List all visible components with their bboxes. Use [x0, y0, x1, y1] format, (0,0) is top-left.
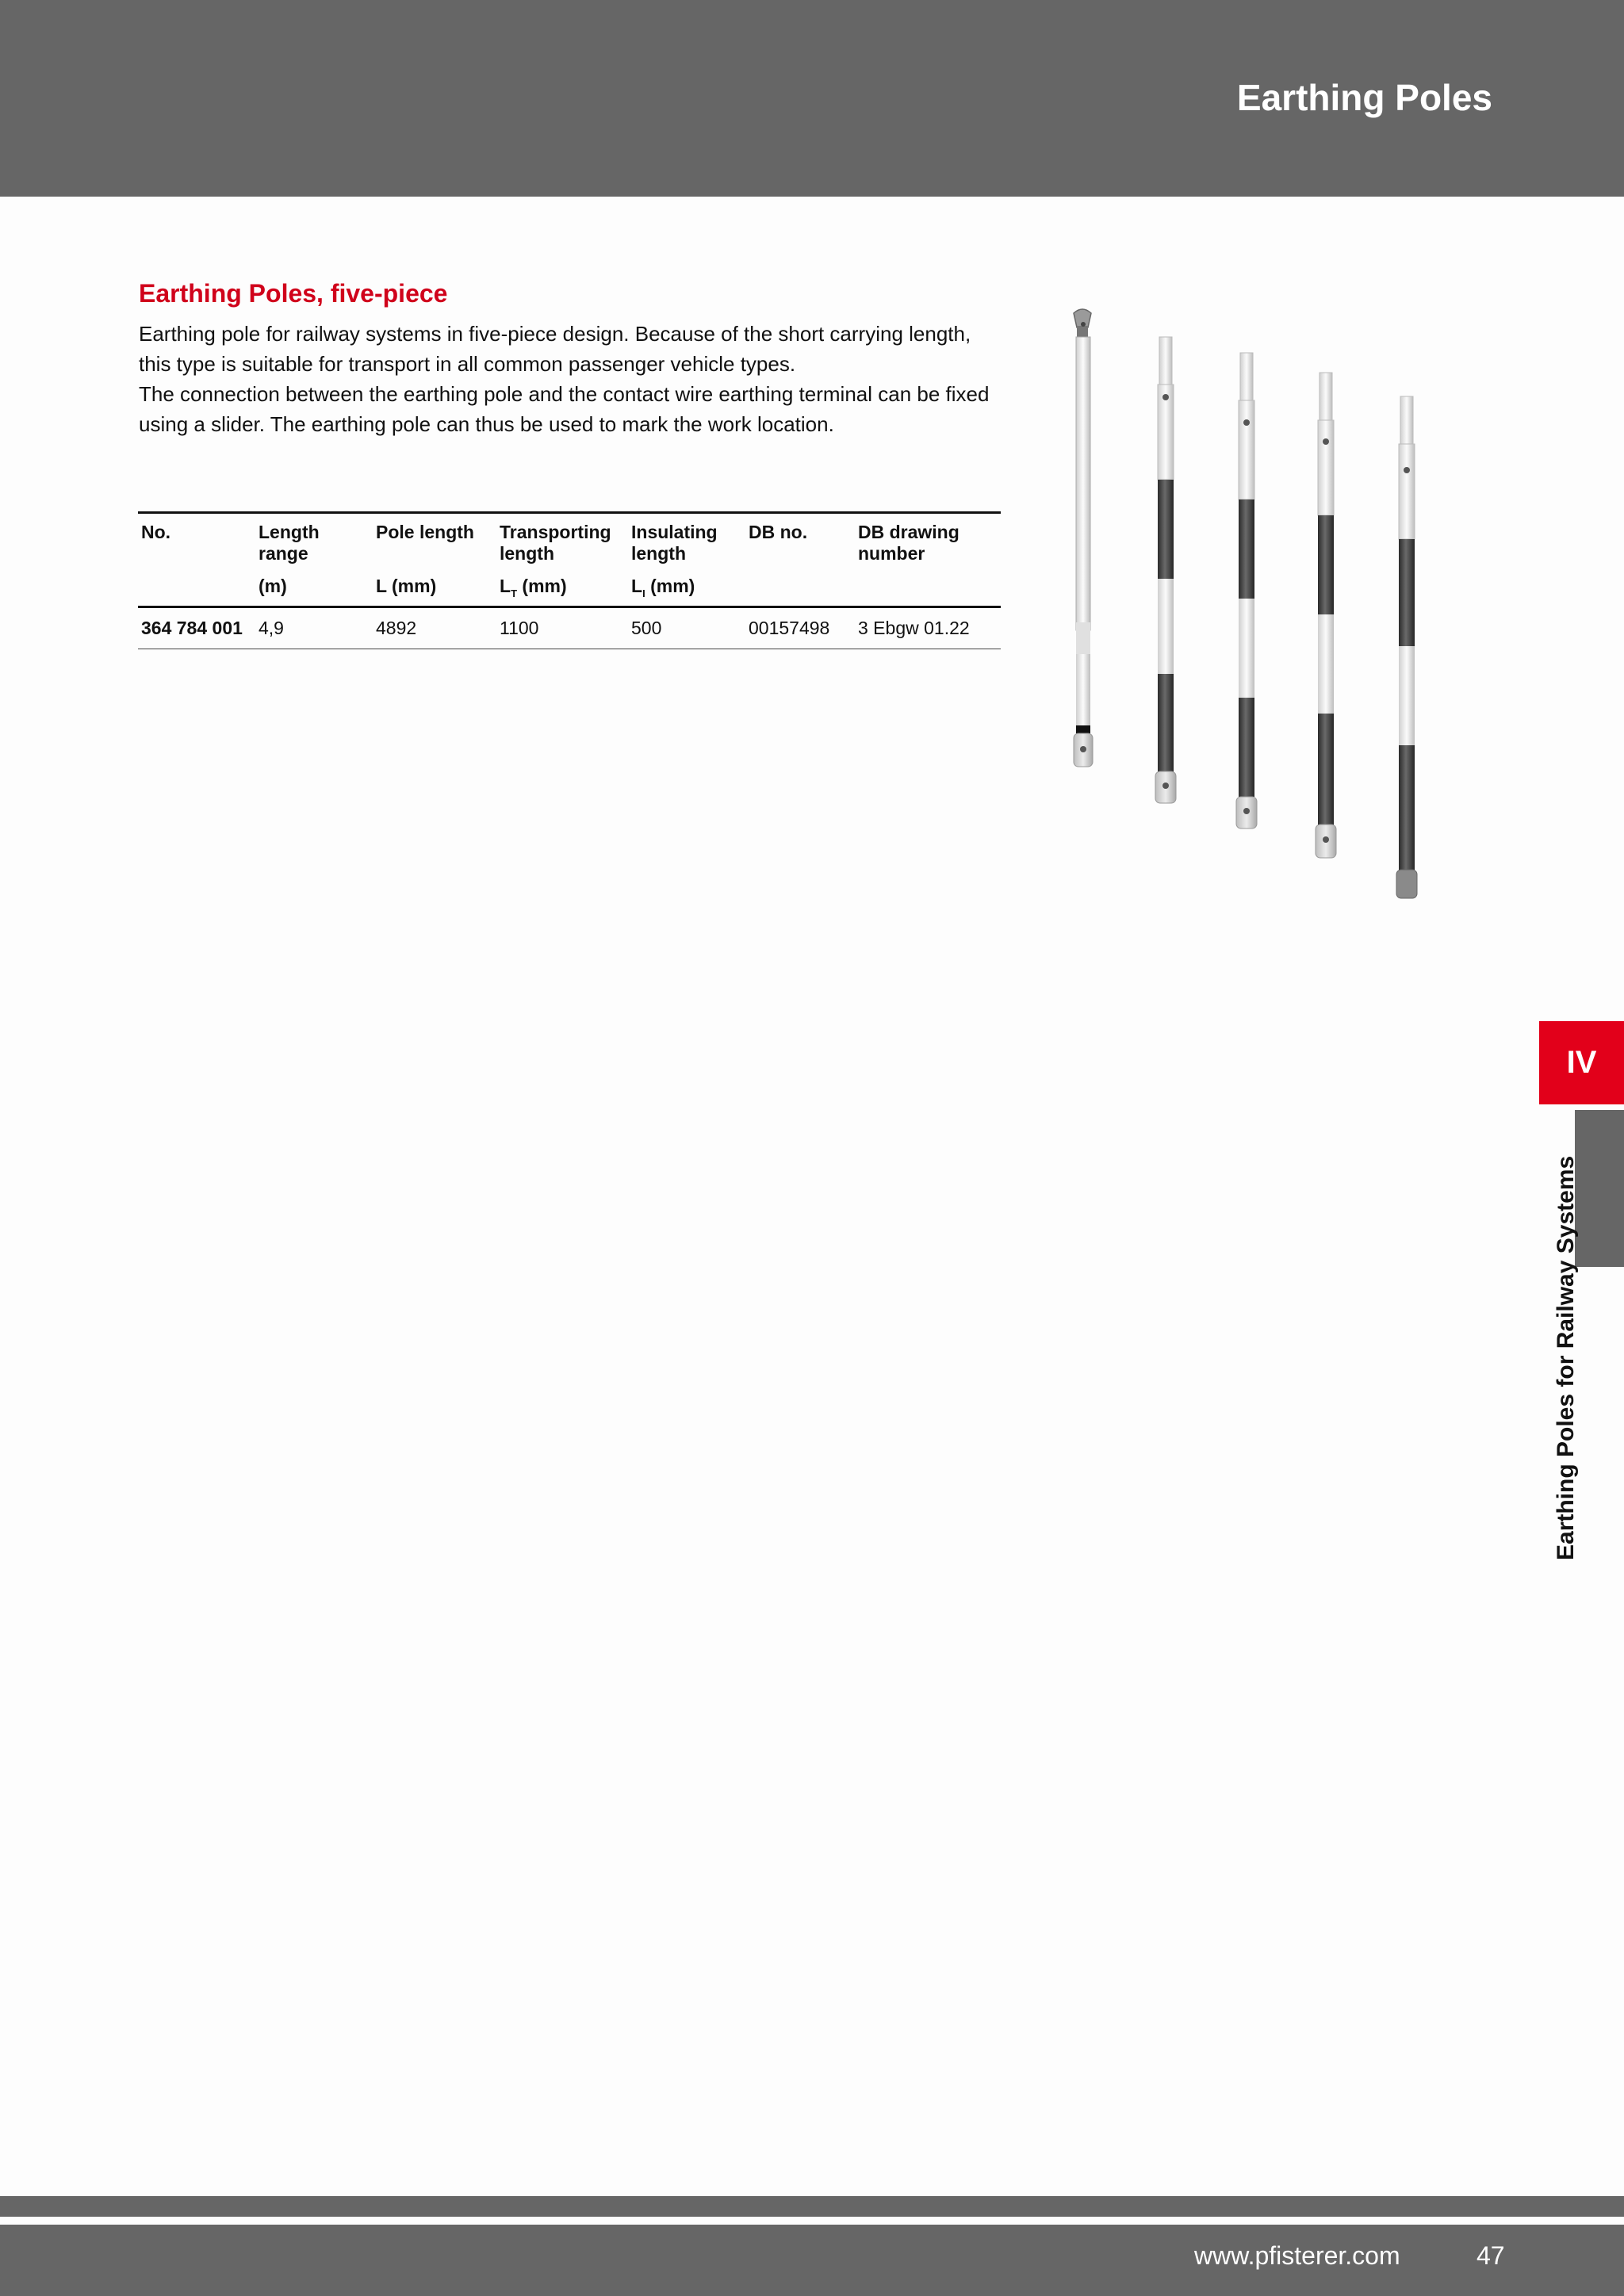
product-title: Earthing Poles, five-piece — [139, 279, 448, 308]
unit-pole-length: L (mm) — [373, 571, 496, 607]
column-header-insulating-length: Insulating length — [628, 513, 745, 572]
pole-5 — [1396, 396, 1417, 898]
section-label-vertical: Earthing Poles for Railway Systems — [1553, 1155, 1579, 1560]
column-header-no: No. — [138, 513, 255, 572]
spec-table — [138, 511, 1001, 649]
table-row — [138, 607, 1001, 649]
chapter-tab: IV — [1539, 1021, 1624, 1104]
unit-transporting-length: $L_T$ (mm) — [496, 571, 628, 607]
page-number: 47 — [1477, 2241, 1505, 2270]
pole-2 — [1155, 337, 1176, 803]
cell-pole-length: 4892 — [373, 607, 496, 649]
column-header-db-no: DB no. — [745, 513, 855, 572]
footer-url: www.pfisterer.com — [1194, 2241, 1400, 2270]
cell-article-no: 364 784 001 — [138, 607, 255, 649]
cell-db-no: 00157498 — [745, 607, 855, 649]
column-header-transporting-length: Transporting length — [496, 513, 628, 572]
cell-db-drawing-number: 3 Ebgw 01.22 — [855, 607, 1001, 649]
side-grey-tab — [1575, 1110, 1624, 1267]
unit-length-range: (m) — [255, 571, 373, 607]
footer-divider — [0, 2196, 1624, 2217]
table-header-row — [138, 513, 1001, 572]
column-header-length-range: Length range — [255, 513, 373, 572]
earthing-poles-photo — [1047, 305, 1427, 908]
unit-insulating-length: $L_I$ (mm) — [628, 571, 745, 607]
table-units-row — [138, 571, 1001, 607]
pole-3 — [1236, 353, 1257, 828]
header-band — [0, 0, 1624, 197]
cell-length-range: 4,9 — [255, 607, 373, 649]
column-header-db-drawing-number: DB drawing number — [855, 513, 1001, 572]
pole-1 — [1074, 309, 1093, 767]
description-paragraph: The connection between the earthing pole and the contact wire earthing terminal can be fixed using a slider. The earthing pole can thus be used to mark the work location. — [139, 382, 990, 436]
cell-transporting-length: 1100 — [496, 607, 628, 649]
cell-insulating-length: 500 — [628, 607, 745, 649]
description-paragraph: Earthing pole for railway systems in five-piece design. Because of the short carrying length, this type is suitable for transport in all common passenger vehicle types. — [139, 322, 971, 376]
product-description — [139, 319, 1003, 439]
pole-4 — [1316, 373, 1336, 858]
column-header-pole-length: Pole length — [373, 513, 496, 572]
page-title: Earthing Poles — [1236, 77, 1492, 118]
